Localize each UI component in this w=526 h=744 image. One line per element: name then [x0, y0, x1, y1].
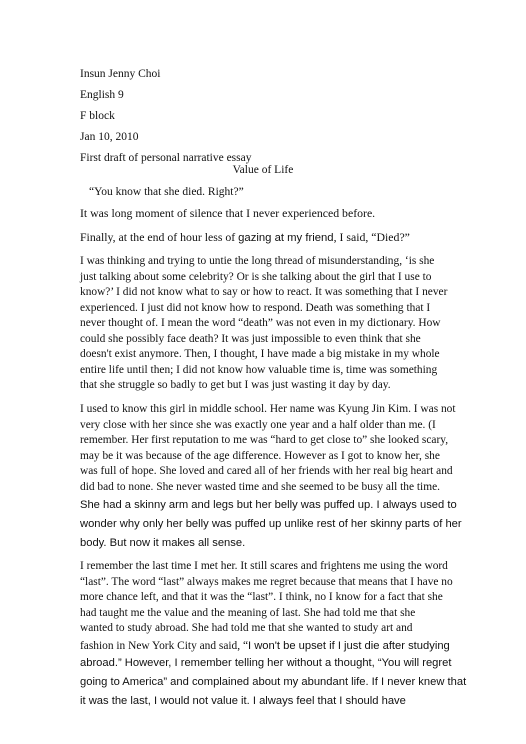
paragraph-mixed-line: [80, 637, 480, 654]
mixed-line-sans: I won't be upset if I just die after studying: [248, 639, 450, 652]
paragraph-line: I remember the last time I met her. It still scares and frightens me using the word: [80, 560, 448, 572]
paragraph-line: experienced. I just did not know how to respond. Death was something that I: [80, 301, 431, 314]
essay-title: Value of Life: [232, 164, 294, 176]
paragraph-2: [80, 402, 480, 553]
paragraph-line: I used to know this girl in middle school. Her name was Kyung Jin Kim. I was not: [80, 403, 456, 415]
document-description: First draft of personal narrative essay: [80, 152, 252, 164]
paragraph-1: [80, 254, 480, 394]
paragraph-line: wonder why only her belly was puffed up unlike rest of her skinny parts of her: [80, 518, 462, 530]
paragraph-line: it was the last, I would not value it. I always feel that I should have: [80, 694, 406, 707]
paragraph-line: could she possibly face death? It was just impossible to even think that she: [80, 332, 421, 345]
paragraph-line: that she struggle so badly to get but I was just wasting it day by day.: [80, 379, 391, 391]
paragraph-line: may be it was because of the age difference. However as I got to know her, she: [80, 449, 440, 462]
paragraph-3: [80, 559, 480, 711]
class-block: F block: [80, 110, 115, 122]
finally-line-end: , I said, “Died?”: [333, 230, 410, 244]
document-date: Jan 10, 2010: [80, 131, 139, 143]
author-name: Insun Jenny Choi: [80, 68, 161, 80]
mixed-line-serif: fashion in New York City and said, “: [80, 639, 248, 652]
opening-quote: “You know that she died. Right?”: [89, 186, 244, 198]
paragraph-line: more chance left, and that it was the “last”. I think, no I know for a fact that she: [80, 591, 443, 603]
paragraph-line: She had a skinny arm and legs but her belly was puffed up. I always used to: [80, 499, 457, 511]
paragraph-line: had taught me the value and the meaning of last. She had told me that she: [80, 606, 416, 619]
paragraph-line: entire life until then; I did not know how valuable time is, time was something: [80, 363, 438, 376]
paragraph-line: body. But now it makes all sense.: [80, 537, 246, 549]
paragraph-line: very close with her since she was exactly one year and a half older than me. (I: [80, 418, 436, 431]
paragraph-line: wanted to study abroad. She had told me that she wanted to study art and: [80, 622, 413, 634]
paragraph-line: going to America” and complained about my abundant life. If I never knew that: [80, 675, 467, 688]
paragraph-line: never thought of. I mean the word “death” was not even in my dictionary. How: [80, 317, 441, 329]
paragraph-line: was full of hope. She loved and cared all of her friends with her real big heart and: [80, 465, 453, 477]
paragraph-line: did bad to none. She never wasted time and she seemed to be busy all the time.: [80, 480, 440, 493]
paragraph-line: know?’ I did not know what to say or how to react. It was something that I never: [80, 286, 448, 298]
silence-line: It was long moment of silence that I never experienced before.: [80, 206, 376, 220]
paragraph-line: I was thinking and trying to untie the long thread of misunderstanding, ‘is she: [80, 255, 435, 267]
paragraph-line: remember. Her first reputation to me was “hard to get close to” she looked scary,: [80, 434, 449, 446]
paragraph-line: just talking about some celebrity? Or is she talking about the girl that I use to: [80, 270, 432, 283]
finally-line: [80, 230, 410, 245]
paragraph-line: “last”. The word “last” always makes me regret because that means that I have no: [80, 575, 453, 588]
finally-line-start: Finally, at the end of hour less of: [80, 230, 239, 244]
course-name: English 9: [80, 89, 124, 101]
finally-line-sans: gazing at my friend: [238, 232, 334, 244]
paragraph-line: abroad.” However, I remember telling her without a thought, “You will regret: [80, 656, 452, 669]
paragraph-line: doesn't exist anymore. Then, I thought, I have made a big mistake in my whole: [80, 348, 440, 360]
